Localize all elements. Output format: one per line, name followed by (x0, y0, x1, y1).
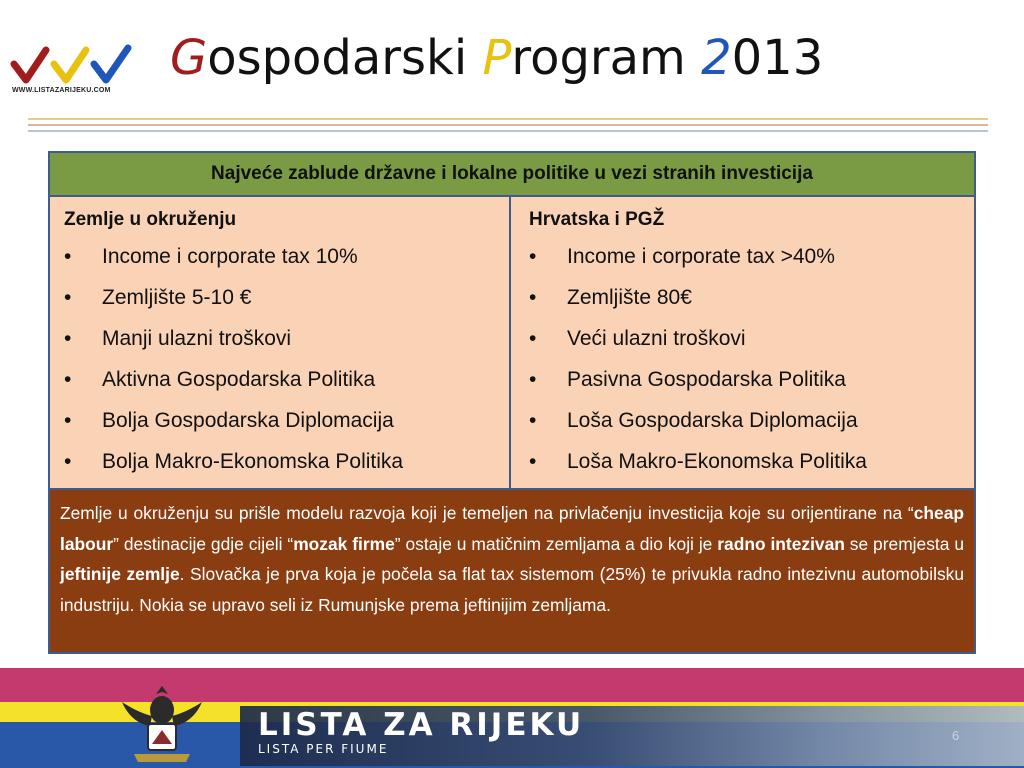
list-item: • Manji ulazni troškovi (64, 327, 292, 350)
column-croatia (509, 197, 974, 489)
column-title: Hrvatska i PGŽ (529, 209, 665, 230)
list-item: • Bolja Makro-Ekonomska Politika (64, 450, 404, 473)
table-header: Najveće zablude državne i lokalne politike u vezi stranih investicija (50, 153, 974, 197)
page-number: 6 (952, 728, 960, 743)
list-item: • Income i corporate tax 10% (64, 245, 358, 268)
footer-banner (0, 668, 1024, 768)
list-item: • Pasivna Gospodarska Politika (529, 368, 846, 391)
header-divider-line (28, 118, 988, 120)
list-item: • Aktivna Gospodarska Politika (64, 368, 376, 391)
summary-paragraph: Zemlje u okruženju su prišle modelu razvoja koji je temeljen na privlačenju investicija koje su orijentirane na “cheap labour” destinacije gdje cijeli “mozak firme” ostaje u matičnim zemljama a dio koji je radno intezivan se premjesta u jeftinije zemlje. Slovačka je prva koja je počela sa flat tax sistemom (25%) te privukla radno intezivnu automobilsku industriju. Nokia se upravo seli iz Rumunjske prema jeftinijim zemljama. (48, 488, 976, 654)
header-divider-line (28, 124, 988, 126)
table-body (50, 197, 974, 489)
list-item: • Loša Makro-Ekonomska Politika (529, 450, 867, 473)
title-digit-2: 2 (701, 30, 732, 86)
title-text-1: ospodarski (207, 30, 483, 86)
list-item: • Loša Gospodarska Diplomacija (529, 409, 858, 432)
title-letter-p: P (482, 30, 512, 86)
slide-title (170, 18, 823, 98)
list-item: • Income i corporate tax >40% (529, 245, 835, 268)
list-item: • Veći ulazni troškovi (529, 327, 746, 350)
title-text-2: rogram (511, 30, 702, 86)
list-item: • Zemljište 80€ (529, 286, 692, 309)
column-neighbouring-countries (50, 197, 509, 489)
bold-phrase: jeftinije zemlje (60, 564, 180, 584)
checkmarks-logo-icon (10, 42, 138, 86)
header-divider-line (28, 130, 988, 132)
bold-phrase: cheap labour (60, 503, 964, 554)
bold-phrase: radno intezivan (717, 533, 845, 554)
brand-subtitle: LISTA PER FIUME (258, 742, 389, 756)
title-letter-g: G (170, 30, 208, 86)
bullet-list (529, 243, 960, 489)
bullet-list (64, 243, 495, 489)
list-item: • Bolja Gospodarska Diplomacija (64, 409, 394, 432)
brand-name: LISTA ZA RIJEKU (258, 707, 585, 743)
title-text-3: 013 (731, 30, 824, 86)
bold-phrase: mozak firme (293, 533, 395, 554)
logo-url: WWW.LISTAZARIJEKU.COM (12, 87, 111, 94)
column-title: Zemlje u okruženju (64, 209, 237, 230)
rijeka-crest-icon (116, 680, 208, 766)
list-item: • Zemljište 5-10 € (64, 286, 252, 309)
comparison-table (48, 151, 976, 491)
logo (10, 42, 138, 100)
